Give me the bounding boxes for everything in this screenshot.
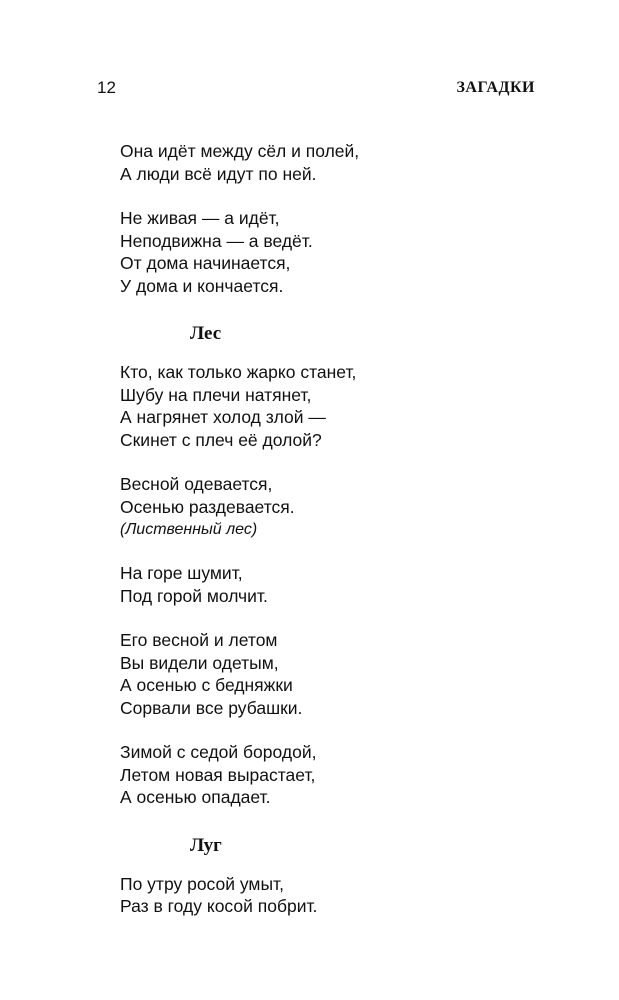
- stanza-gap: [120, 185, 540, 207]
- riddle-line: Сорвали все рубашки.: [120, 697, 303, 718]
- riddle-line: На горе шумит,: [120, 563, 243, 583]
- riddle-line: А осенью с бедняжки: [120, 675, 293, 695]
- riddle-stanza: [120, 361, 540, 451]
- riddle-stanza: [120, 473, 540, 540]
- riddle-line: Скинет с плеч её долой?: [120, 429, 322, 450]
- riddle-stanza: [120, 629, 540, 719]
- riddle-stanza: [120, 741, 540, 809]
- stanza-gap: [120, 540, 540, 562]
- riddle-line: А осенью опадает.: [120, 787, 271, 807]
- section-heading-meadow: Луг: [190, 834, 222, 856]
- riddle-line: Его весной и летом: [120, 630, 278, 650]
- riddle-line: А люди всё идут по ней.: [120, 163, 317, 184]
- riddle-line: Она идёт между сёл и полей,: [120, 141, 360, 161]
- riddle-line: По утру росой умыт,: [120, 873, 284, 894]
- riddle-line: Раз в году косой побрит.: [120, 896, 318, 916]
- riddle-stanza: [120, 562, 540, 607]
- riddle-line: Шубу на плечи натянет,: [120, 384, 312, 405]
- running-title: ЗАГАДКИ: [456, 79, 535, 96]
- riddle-line: А нагрянет холод злой —: [120, 407, 326, 427]
- riddle-line: Не живая — а идёт,: [120, 208, 280, 228]
- riddle-line: Вы видели одетым,: [120, 652, 279, 673]
- riddle-line: Кто, как только жарко станет,: [120, 362, 357, 382]
- riddle-stanza: [120, 207, 540, 297]
- riddle-line: Зимой с седой бородой,: [120, 742, 317, 762]
- page-content: [120, 140, 540, 918]
- riddle-line: Осенью раздевается.: [120, 496, 295, 517]
- riddle-line: Летом новая вырастает,: [120, 764, 316, 785]
- riddle-line: У дома и кончается.: [120, 275, 284, 296]
- riddle-line: Под горой молчит.: [120, 585, 268, 606]
- stanza-gap: [120, 607, 540, 629]
- riddle-stanza: [120, 140, 540, 185]
- riddle-line: Неподвижна — а ведёт.: [120, 230, 313, 251]
- stanza-gap: [120, 451, 540, 473]
- riddle-line: Весной одевается,: [120, 474, 273, 494]
- page-number: 12: [97, 78, 116, 97]
- section-heading-forest: Лес: [190, 323, 222, 344]
- riddle-answer: (Лиственный лес): [120, 521, 258, 538]
- riddle-line: От дома начинается,: [120, 253, 291, 273]
- riddle-stanza: [120, 873, 540, 918]
- stanza-gap: [120, 719, 540, 741]
